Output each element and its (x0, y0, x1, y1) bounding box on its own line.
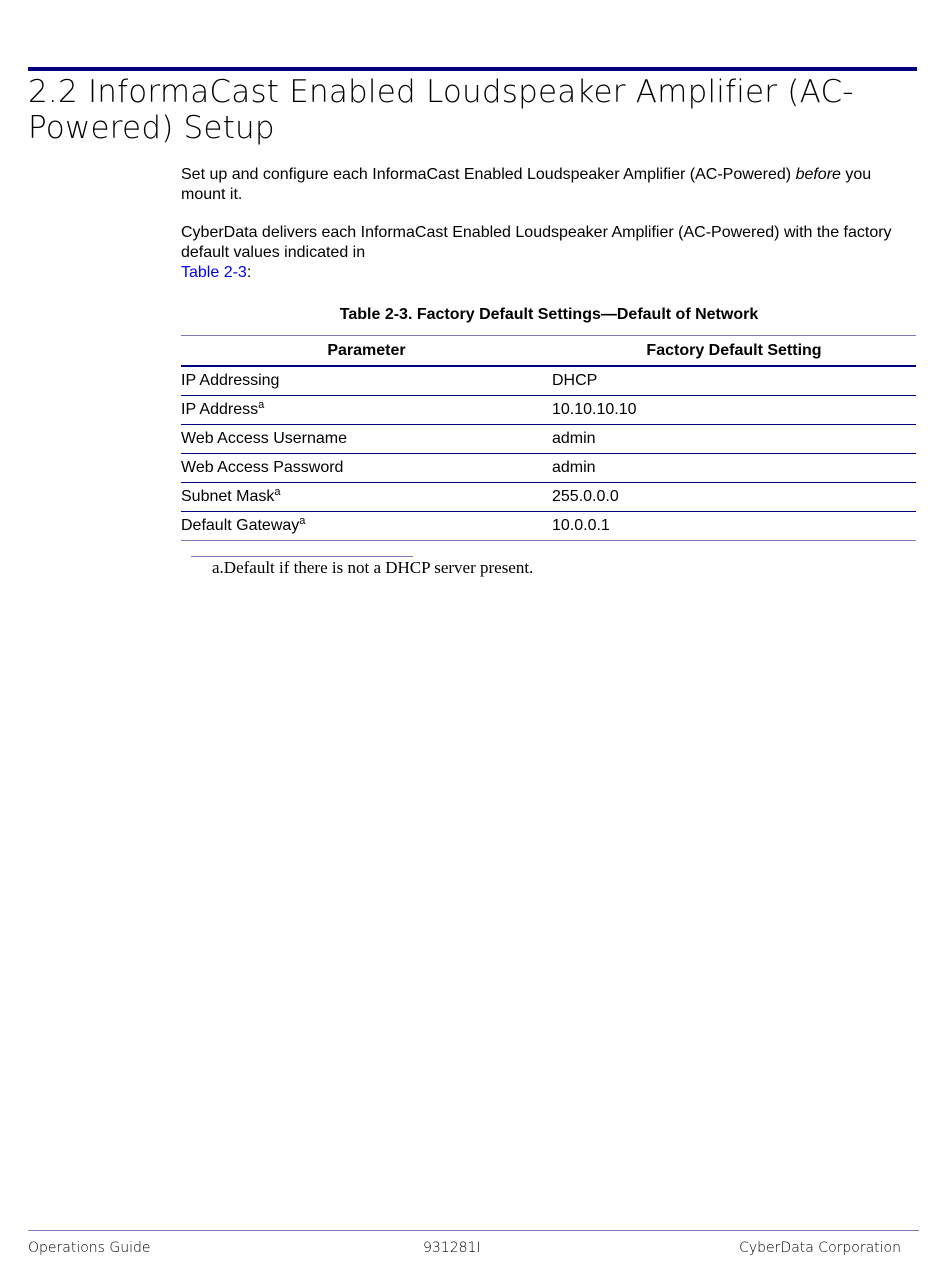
defaults-paragraph: CyberData delivers each InformaCast Enabled Loudspeaker Amplifier (AC-Powered) with the factory default values indicated in Table 2-3: (181, 224, 892, 281)
factory-defaults-table (181, 335, 916, 541)
table-row (181, 454, 916, 483)
header-default-setting: Factory Default Setting (552, 336, 916, 367)
value-cell: DHCP (552, 366, 916, 396)
param-cell: Default Gateway$^a$ (181, 512, 552, 541)
section-heading: 2.2 InformaCast Enabled Loudspeaker Amplifier (AC-Powered) Setup (28, 74, 854, 146)
value-cell: admin (552, 454, 916, 483)
emphasis-before: before (795, 166, 841, 183)
table-2-3-link[interactable]: Table 2-3 (181, 264, 247, 281)
header-parameter: Parameter (181, 336, 552, 367)
footer-company: CyberData Corporation (739, 1240, 901, 1256)
table-row (181, 396, 916, 425)
footnote-marker: a (274, 486, 281, 498)
intro-paragraph: Set up and configure each InformaCast Enabled Loudspeaker Amplifier (AC-Powered) before you mount it. (181, 166, 872, 203)
table-footnote: a.Default if there is not a DHCP server present. (212, 558, 534, 577)
param-cell: IP Address$^a$ (181, 396, 552, 425)
footer-doc-number: 931281I (423, 1240, 481, 1256)
table-row (181, 366, 916, 396)
param-cell: Web Access Password (181, 454, 552, 483)
value-cell: 10.10.10.10 (552, 396, 916, 425)
param-cell: IP Addressing (181, 366, 552, 396)
value-cell: 255.0.0.0 (552, 483, 916, 512)
footnote-marker: a (258, 399, 265, 411)
table-row (181, 483, 916, 512)
table-row (181, 512, 916, 541)
footer-doc-title: Operations Guide (28, 1240, 151, 1256)
value-cell: admin (552, 425, 916, 454)
param-cell: Web Access Username (181, 425, 552, 454)
table-caption: Table 2-3. Factory Default Settings—Default of Network (339, 306, 759, 323)
value-cell: 10.0.0.1 (552, 512, 916, 541)
footnote-marker: a (299, 515, 306, 527)
footer-rule (28, 1230, 919, 1231)
table-row (181, 425, 916, 454)
param-cell: Subnet Mask$^a$ (181, 483, 552, 512)
main-content (181, 165, 917, 541)
table-header-row (181, 336, 916, 367)
footnote-rule (191, 556, 413, 557)
top-rule (28, 67, 917, 71)
